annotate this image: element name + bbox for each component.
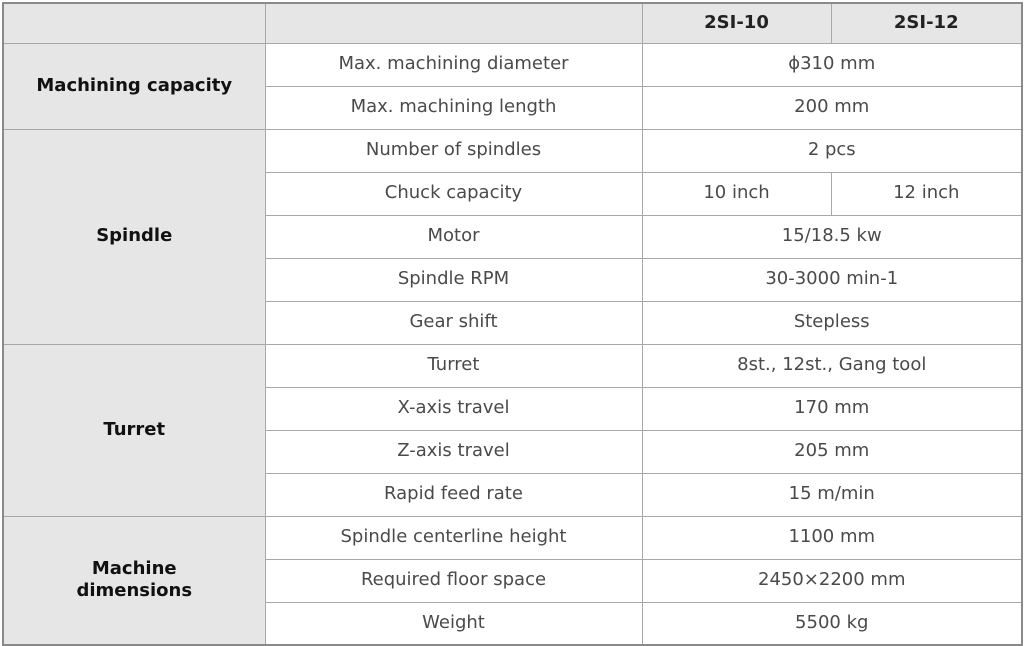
spec-item: Z-axis travel xyxy=(265,430,642,473)
spec-item: Weight xyxy=(265,602,642,645)
spec-item: Max. machining length xyxy=(265,86,642,129)
table-row xyxy=(3,43,1022,86)
spec-item: Max. machining diameter xyxy=(265,43,642,86)
spec-item: Number of spindles xyxy=(265,129,642,172)
header-blank-item xyxy=(265,3,642,43)
spec-value: 200 mm xyxy=(642,86,1022,129)
table-row xyxy=(3,344,1022,387)
table-row xyxy=(3,129,1022,172)
spec-value: 15 m/min xyxy=(642,473,1022,516)
category-label-line2: dimensions xyxy=(76,580,193,602)
header-blank-category xyxy=(3,3,265,43)
spec-item: Chuck capacity xyxy=(265,172,642,215)
spec-item: Gear shift xyxy=(265,301,642,344)
spec-value-2si-12: 12 inch xyxy=(831,172,1022,215)
spec-value: Stepless xyxy=(642,301,1022,344)
category-machining-capacity: Machining capacity xyxy=(3,43,265,129)
spec-value: 2 pcs xyxy=(642,129,1022,172)
spec-value: 1100 mm xyxy=(642,516,1022,559)
spec-value: ϕ310 mm xyxy=(642,43,1022,86)
spec-item: Rapid feed rate xyxy=(265,473,642,516)
spec-value: 15/18.5 kw xyxy=(642,215,1022,258)
category-machine-dimensions xyxy=(3,516,265,645)
category-spindle: Spindle xyxy=(3,129,265,344)
spec-table xyxy=(2,2,1023,646)
spec-value: 5500 kg xyxy=(642,602,1022,645)
spec-item: Turret xyxy=(265,344,642,387)
spec-item: Required floor space xyxy=(265,559,642,602)
spec-value: 170 mm xyxy=(642,387,1022,430)
spec-value-2si-10: 10 inch xyxy=(642,172,831,215)
spec-value: 30-3000 min-1 xyxy=(642,258,1022,301)
spec-item: Spindle centerline height xyxy=(265,516,642,559)
category-turret: Turret xyxy=(3,344,265,516)
spec-value: 8st., 12st., Gang tool xyxy=(642,344,1022,387)
category-label-line1: Machine xyxy=(91,557,177,579)
spec-item: X-axis travel xyxy=(265,387,642,430)
spec-item: Motor xyxy=(265,215,642,258)
header-model-2si-10: 2SI-10 xyxy=(642,3,831,43)
table-row xyxy=(3,516,1022,559)
header-row xyxy=(3,3,1022,43)
spec-item: Spindle RPM xyxy=(265,258,642,301)
spec-value: 205 mm xyxy=(642,430,1022,473)
header-model-2si-12: 2SI-12 xyxy=(831,3,1022,43)
spec-value: 2450×2200 mm xyxy=(642,559,1022,602)
